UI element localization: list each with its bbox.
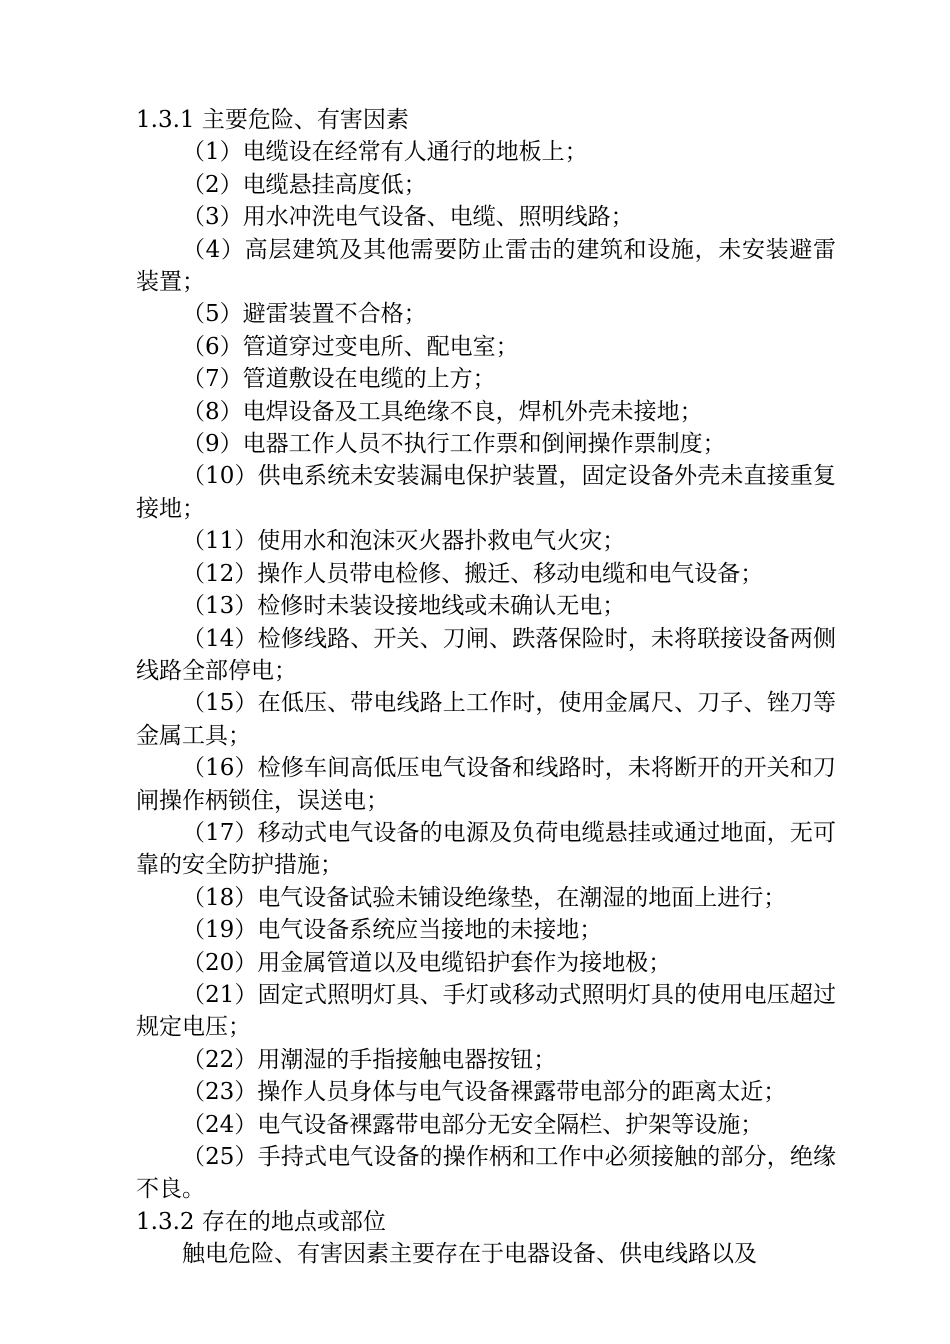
section-heading-1-3-2: 1.3.2 存在的地点或部位 — [136, 1208, 386, 1235]
hazard-item-5: （5）避雷装置不合格； — [182, 301, 427, 328]
hazard-item-17: （17）移动式电气设备的电源及负荷电缆悬挂或通过地面，无可靠的安全防护措施； — [136, 819, 836, 879]
hazard-item-15: （15）在低压、带电线路上工作时，使用金属尺、刀子、锉刀等金属工具； — [136, 690, 836, 749]
hazard-item-21: （21）固定式照明灯具、手灯或移动式照明灯具的使用电压超过规定电压； — [136, 981, 836, 1041]
document-body — [136, 104, 836, 1271]
section-heading-1-3-1: 1.3.1 主要危险、有害因素 — [136, 107, 409, 133]
hazard-item-14: （14）检修线路、开关、刀闸、跌落保险时，未将联接设备两侧线路全部停电； — [136, 625, 836, 684]
hazard-item-3: （3）用水冲洗电气设备、电缆、照明线路； — [182, 204, 634, 231]
hazard-item-19: （19）电气设备系统应当接地的未接地； — [182, 917, 603, 944]
hazard-item-18: （18）电气设备试验未铺设绝缘垫，在潮湿的地面上进行； — [182, 884, 787, 911]
hazard-item-2: （2）电缆悬挂高度低； — [182, 171, 427, 198]
hazard-item-6: （6）管道穿过变电所、配电室； — [182, 333, 519, 360]
hazard-item-13: （13）检修时未装设接地线或未确认无电； — [182, 593, 626, 620]
hazard-item-24: （24）电气设备裸露带电部分无安全隔栏、护架等设施； — [182, 1111, 764, 1138]
hazard-item-4: （4）高层建筑及其他需要防止雷击的建筑和设施，未安装避雷装置； — [136, 236, 836, 296]
hazard-item-23: （23）操作人员身体与电气设备裸露带电部分的距离太近； — [182, 1079, 787, 1106]
hazard-item-16: （16）检修车间高低压电气设备和线路时，未将断开的开关和刀闸操作柄锁住，误送电； — [136, 755, 836, 814]
hazard-item-10: （10）供电系统未安装漏电保护装置，固定设备外壳未直接重复接地； — [136, 463, 836, 522]
hazard-item-7: （7）管道敷设在电缆的上方； — [182, 366, 496, 393]
hazard-item-25: （25）手持式电气设备的操作柄和工作中必须接触的部分，绝缘不良。 — [136, 1144, 836, 1203]
hazard-item-20: （20）用金属管道以及电缆铅护套作为接地极； — [182, 949, 672, 976]
hazard-item-9: （9）电器工作人员不执行工作票和倒闸操作票制度； — [182, 431, 726, 458]
location-paragraph: 触电危险、有害因素主要存在于电器设备、供电线路以及 — [182, 1241, 757, 1268]
hazard-item-1: （1）电缆设在经常有人通行的地板上； — [182, 139, 588, 166]
hazard-item-11: （11）使用水和泡沫灭火器扑救电气火灾； — [182, 528, 626, 555]
hazard-item-8: （8）电焊设备及工具绝缘不良，焊机外壳未接地； — [182, 398, 703, 425]
hazard-item-12: （12）操作人员带电检修、搬迁、移动电缆和电气设备； — [182, 560, 764, 587]
hazard-item-22: （22）用潮湿的手指接触电器按钮； — [182, 1046, 557, 1073]
